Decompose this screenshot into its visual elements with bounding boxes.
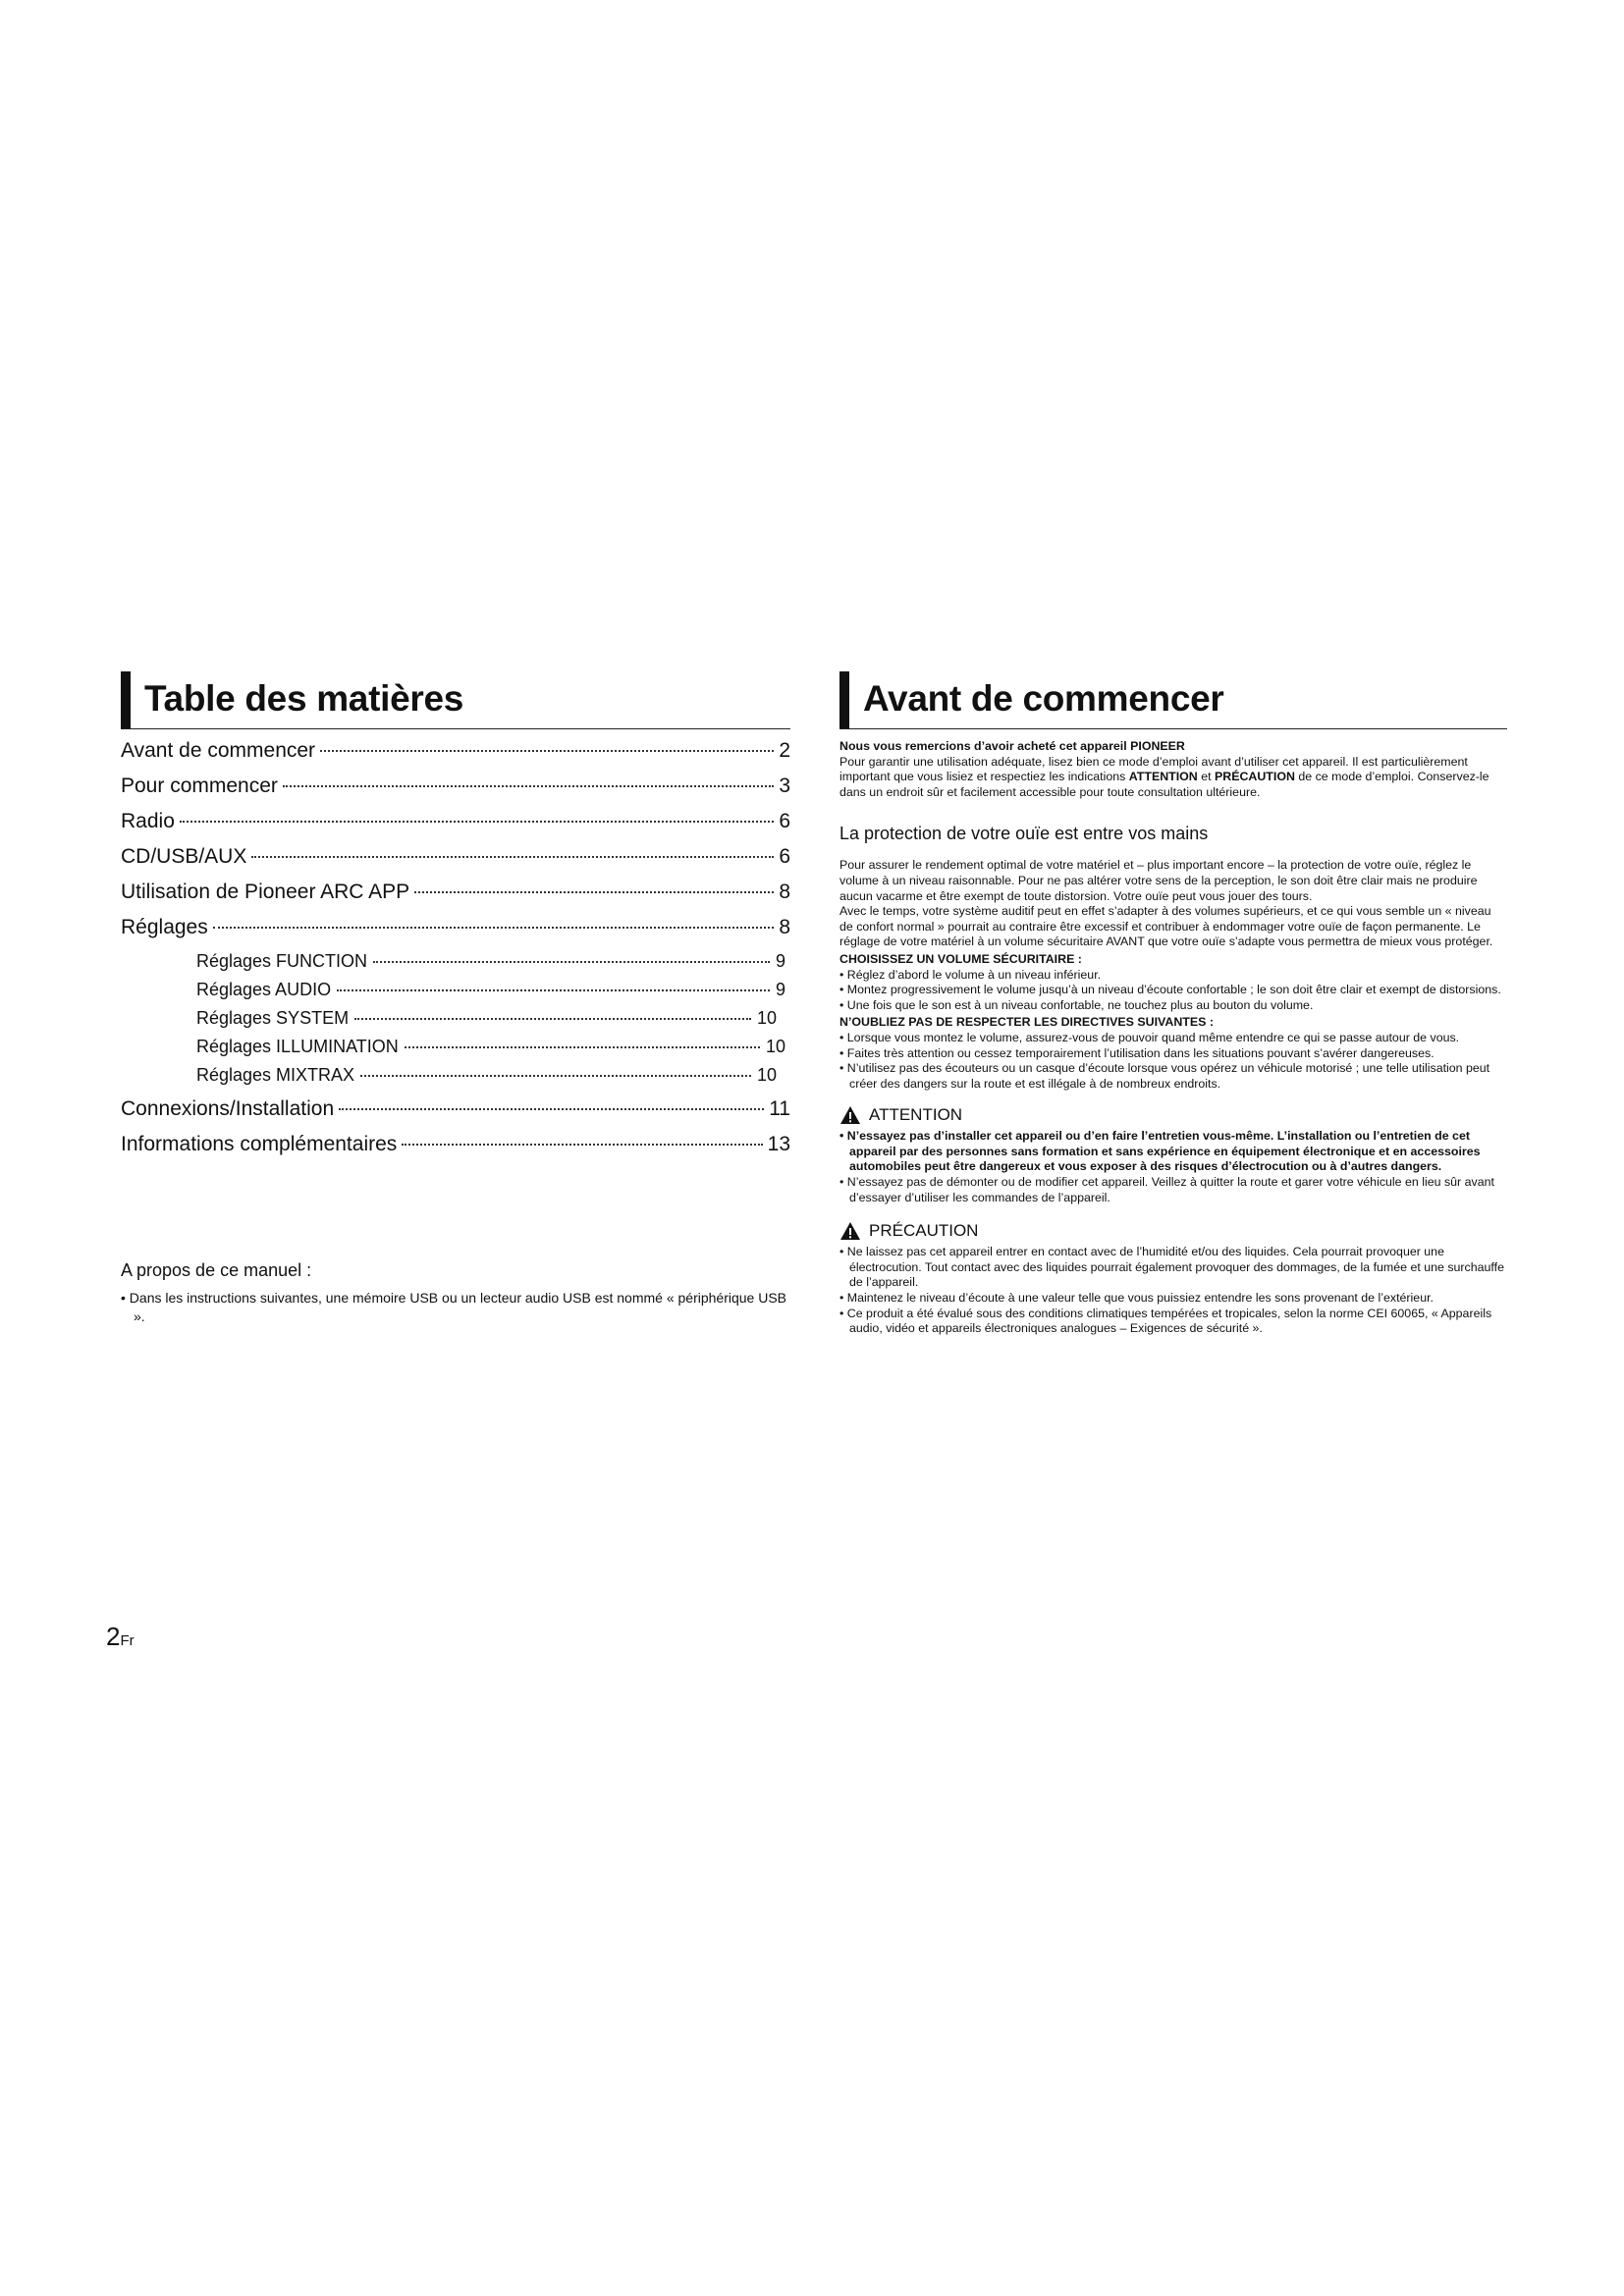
warning-triangle-icon <box>839 1221 861 1241</box>
toc-entry[interactable]: Avant de commencer 2 <box>121 739 790 762</box>
hearing-title: La protection de votre ouïe est entre vos mains <box>839 824 1209 844</box>
page-number: 2Fr <box>106 1622 135 1651</box>
before-start-title: Avant de commencer <box>863 678 1224 719</box>
hearing-paragraph-1: Pour assurer le rendement optimal de votre matériel et – plus important encore – la protection de votre ouïe, réglez le volume à un niveau raisonnable. Pour ne pas altérer votre sens de la perception, le son doit être clair mais ne produire aucun vacarme et être exempt de toute distorsion. Votre ouïe peut vous jouer des tours. <box>839 858 1478 903</box>
list-item: • Réglez d’abord le volume à un niveau inférieur. <box>839 967 1102 982</box>
list-item: • Lorsque vous montez le volume, assurez-vous de pouvoir quand même entendre ce qui se passe autour de vous. <box>839 1030 1460 1044</box>
list-item: • N’essayez pas de démonter ou de modifier cet appareil. Veillez à quitter la route et garer votre véhicule en lieu sûr avant d’essayer d’utiliser les commandes de l’appareil. <box>839 1175 1494 1204</box>
list-item: • Montez progressivement le volume jusqu’à un niveau d’écoute confortable ; le son doit être clair et exempt de distorsions. <box>839 983 1501 997</box>
toc-entry[interactable]: Pour commencer 3 <box>121 774 790 797</box>
heading-bar <box>839 671 849 728</box>
before-start-heading <box>839 671 1507 729</box>
toc-column <box>121 671 790 1324</box>
toc-subentry[interactable]: Réglages MIXTRAX 10 <box>196 1065 777 1085</box>
safe-volume-title: CHOISISSEZ UN VOLUME SÉCURITAIRE : <box>839 951 1082 966</box>
list-item: • Maintenez le niveau d’écoute à une valeur telle que vous puissiez entendre les sons provenant de l’extérieur. <box>839 1291 1434 1306</box>
language-code: Fr <box>120 1632 135 1649</box>
list-item: • Faites très attention ou cessez temporairement l’utilisation dans les situations pouvant s’avérer dangereuses. <box>839 1045 1435 1060</box>
toc-entry[interactable]: CD/USB/AUX 6 <box>121 845 790 868</box>
table-of-contents <box>121 739 790 1168</box>
list-item: • Ne laissez pas cet appareil entrer en contact avec de l’humidité et/ou des liquides. Cela pourrait provoquer une électrocution. Tout contact avec des liquides pourrait également provoquer des dommages, de la fumée et une surchauffe de l’appareil. <box>839 1245 1504 1290</box>
precaution-heading <box>839 1221 1507 1241</box>
toc-subentry[interactable]: Réglages AUDIO 9 <box>196 980 785 999</box>
toc-entry[interactable]: Connexions/Installation 11 <box>121 1097 790 1120</box>
toc-heading <box>121 671 790 729</box>
intro-paragraph: Pour garantir une utilisation adéquate, lisez bien ce mode d’emploi avant d’utiliser cet appareil. Il est particulièrement important que vous lisiez et respectiez les indications ATTENTION et PRÉCAUTION de ce mode d’emploi. Conservez-le dans un endroit sûr et facilement accessible pour toute consultation ultérieure. <box>839 754 1489 799</box>
toc-entry[interactable]: Réglages 8 <box>121 916 790 938</box>
toc-subentry[interactable]: Réglages ILLUMINATION 10 <box>196 1037 785 1056</box>
list-item: • N’utilisez pas des écouteurs ou un casque d’écoute lorsque vous opérez un véhicule motorisé ; une telle utilisation peut créer des dangers sur la route et est illégale à de nombreux endroits. <box>839 1061 1490 1091</box>
toc-entry[interactable]: Informations complémentaires 13 <box>121 1133 790 1155</box>
toc-entry[interactable]: Radio 6 <box>121 810 790 832</box>
toc-subentry[interactable]: Réglages SYSTEM 10 <box>196 1008 777 1028</box>
before-start-column <box>839 671 1507 1337</box>
toc-title: Table des matières <box>144 678 464 719</box>
attention-heading <box>839 1105 1507 1125</box>
about-manual-text: • Dans les instructions suivantes, une mémoire USB ou un lecteur audio USB est nommé « périphérique USB ». <box>121 1290 787 1324</box>
list-item: • Ce produit a été évalué sous des conditions climatiques tempérées et tropicales, selon la norme CEI 60065, « Appareils audio, vidéo et appareils électroniques analogues – Exigences de sécurité ». <box>839 1306 1492 1336</box>
about-manual <box>121 1260 790 1326</box>
guidelines-title: N’OUBLIEZ PAS DE RESPECTER LES DIRECTIVES SUIVANTES : <box>839 1015 1214 1030</box>
about-manual-title: A propos de ce manuel : <box>121 1260 312 1280</box>
heading-bar <box>121 671 131 728</box>
toc-subentry[interactable]: Réglages FUNCTION 9 <box>196 951 785 971</box>
thanks-line: Nous vous remercions d’avoir acheté cet appareil PIONEER <box>839 739 1185 753</box>
warning-triangle-icon <box>839 1105 861 1125</box>
list-item: • Une fois que le son est à un niveau confortable, ne touchez plus au bouton du volume. <box>839 997 1314 1012</box>
hearing-paragraph-2: Avec le temps, votre système auditif peut en effet s’adapter à des volumes supérieurs, et ce qui vous semble un « niveau de confort normal » pourrait au contraire être excessif et contribuer à endommager votre ouïe de façon permanente. Le réglage de votre matériel à un volume sécuritaire AVANT que votre ouïe s’adapte vous permettra de mieux vous protéger. <box>839 904 1493 949</box>
attention-title: ATTENTION <box>869 1105 963 1125</box>
toc-entry[interactable]: Utilisation de Pioneer ARC APP 8 <box>121 881 790 903</box>
precaution-title: PRÉCAUTION <box>869 1221 979 1241</box>
attention-bold-item: • N’essayez pas d’installer cet appareil ou d’en faire l’entretien vous-même. L’installation ou l’entretien de cet appareil par des personnes sans formation et sans expérience en équipement électronique et en accessoires automobiles peut être dangereux et vous exposer à des risques d’électrocution ou à d’autres dangers. <box>839 1129 1481 1174</box>
